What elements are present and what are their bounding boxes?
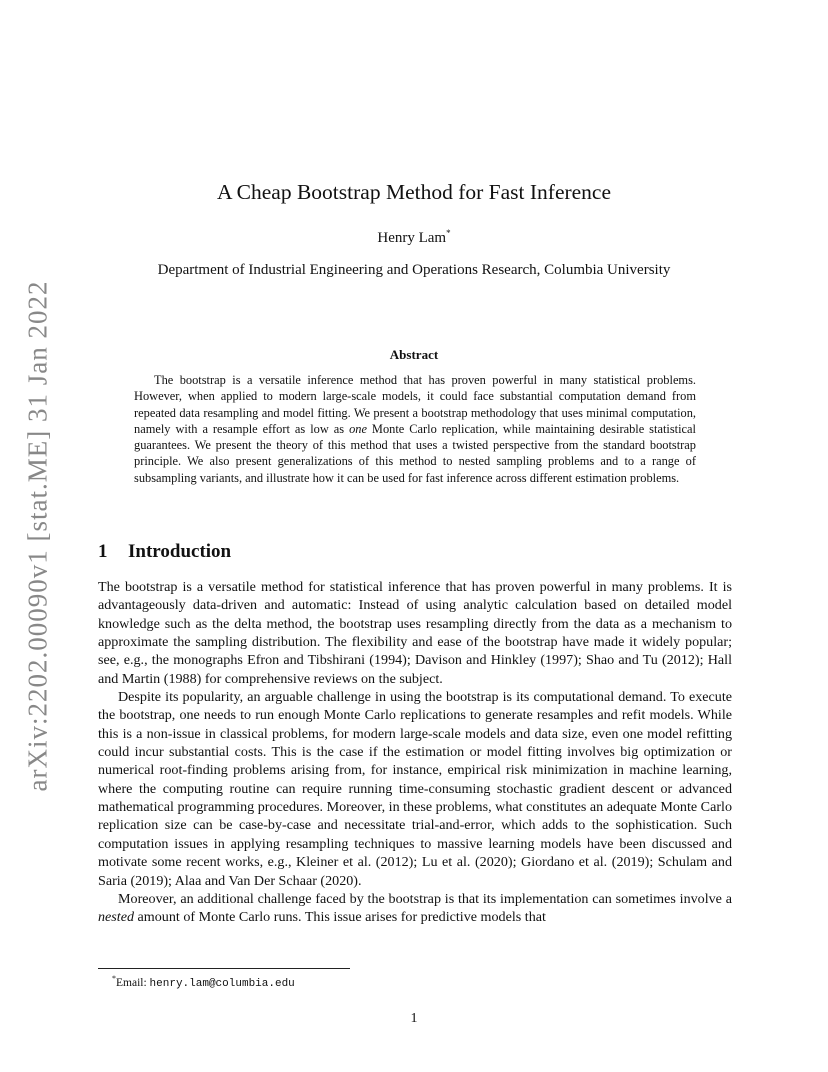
section-heading bbox=[98, 541, 231, 563]
abstract-text-before: The bootstrap is a versatile inference method that has proven powerful in many statistical problems. However, when applied to modern large-scale models, it could face substantial computation demand from repeated data resampling and model fitting. We present a bootstrap methodology that uses minimal computation, namely with a resample effort as low as bbox=[134, 373, 696, 436]
author-footnote-mark: * bbox=[446, 228, 451, 238]
paragraph-3-after: amount of Monte Carlo runs. This issue arises for predictive models that bbox=[134, 909, 546, 926]
paragraph-1: The bootstrap is a versatile method for statistical inference that has proven powerful in many problems. It is advantageously data-driven and automatic: Instead of using analytic calculation based on detailed model knowledge such as the delta method, the bootstrap uses resampling directly from the data as a mechanism to approximate the sampling distribution. The flexibility and ease of the bootstrap have made it widely popular; see, e.g., the monographs Efron and Tibshirani (1994); Davison and Hinkley (1997); Shao and Tu (2012); Hall and Martin (1988) for comprehensive reviews on the subject. bbox=[98, 579, 732, 687]
footnote-mark: * bbox=[112, 974, 116, 983]
footnote-email: henry.lam@columbia.edu bbox=[149, 977, 295, 990]
footnote-rule bbox=[98, 968, 350, 969]
abstract-heading: Abstract bbox=[389, 347, 439, 362]
affiliation: Department of Industrial Engineering and Operations Research, Columbia University bbox=[157, 262, 671, 278]
author-line bbox=[0, 228, 828, 247]
abstract-text-after: Monte Carlo replication, while maintaining desirable statistical guarantees. We present the theory of this method that uses a twisted perspective from the standard bootstrap principle. We also present generalizations of this method to nested sampling problems and to a range of subsampling variants, and illustrate how it can be used for fast inference across different estimation problems. bbox=[134, 421, 696, 485]
page-number: 1 bbox=[410, 1011, 418, 1026]
paragraph-3-before: Moreover, an additional challenge faced by the bootstrap is that its implementation can sometimes involve a bbox=[118, 890, 732, 907]
arxiv-identifier: arXiv:2202.00090v1 [stat.ME] 31 Jan 2022 bbox=[22, 280, 53, 792]
footnote-label: Email: bbox=[116, 976, 150, 989]
section-title: Introduction bbox=[128, 541, 232, 562]
footnote bbox=[112, 974, 295, 990]
abstract-emphasis: one bbox=[349, 421, 367, 436]
abstract-text bbox=[134, 372, 696, 486]
paragraph-3 bbox=[98, 890, 732, 927]
paragraph-2: Despite its popularity, an arguable challenge in using the bootstrap is its computational demand. To execute the bootstrap, one needs to run enough Monte Carlo replications to generate resamples and refit models. While this is a non-issue in classical problems, for modern large-scale models and data size, even one model refitting could incur substantial costs. This is the case if the estimation or model fitting involves big optimization or numerical root-finding problems arising from, for instance, empirical risk minimization in machine learning, where the computing routine can require running time-consuming stochastic gradient descent or advanced mathematical programming procedures. Moreover, in these problems, what constitutes an adequate Monte Carlo replication size can be case-by-case and necessitate trial-and-error, which adds to the sophistication. Such computation issues in applying resampling techniques to massive learning models have been discussed and motivate some recent works, e.g., Kleiner et al. (2012); Lu et al. (2020); Giordano et al. (2019); Schulam and Saria (2019); Alaa and Van Der Schaar (2020). bbox=[98, 689, 732, 889]
author-name: Henry Lam bbox=[377, 230, 447, 246]
paper-title: A Cheap Bootstrap Method for Fast Inference bbox=[216, 180, 612, 204]
paragraph-3-emphasis: nested bbox=[98, 909, 135, 926]
section-body bbox=[98, 578, 732, 927]
section-number: 1 bbox=[98, 541, 108, 562]
